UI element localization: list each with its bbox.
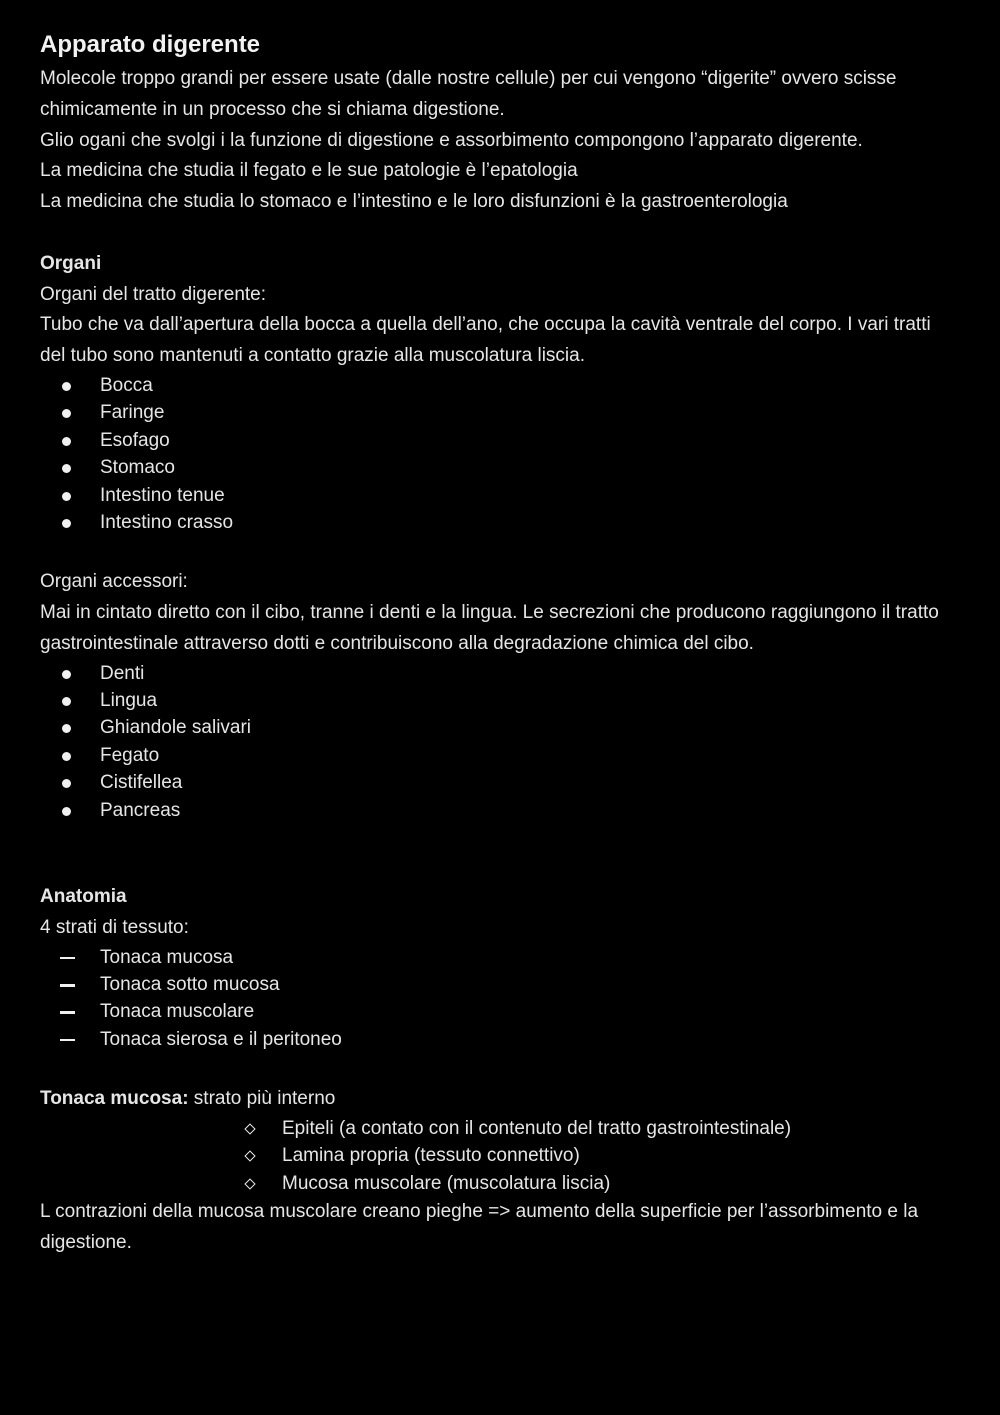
list-item-label: Stomaco bbox=[100, 457, 175, 479]
list-item-label: Cistifellea bbox=[100, 772, 183, 794]
document-page bbox=[40, 28, 940, 1259]
list-item bbox=[40, 1115, 940, 1142]
bullet-icon bbox=[62, 724, 71, 733]
bullet-icon bbox=[62, 382, 71, 391]
mucosa-closing: L contrazioni della mucosa muscolare creano pieghe => aumento della superficie per l’assorbimento e la digestione. bbox=[40, 1201, 919, 1253]
dash-icon bbox=[60, 957, 75, 960]
list-item bbox=[40, 797, 940, 824]
list-item-label: Mucosa muscolare (muscolatura liscia) bbox=[282, 1172, 611, 1194]
list-item-label: Faringe bbox=[100, 402, 165, 424]
list-item-label: Intestino crasso bbox=[100, 512, 234, 533]
list-item bbox=[40, 971, 940, 998]
list-item bbox=[40, 742, 940, 769]
bullet-icon bbox=[62, 670, 71, 679]
dash-icon bbox=[60, 1011, 75, 1014]
list-item bbox=[40, 769, 940, 796]
tratto-list bbox=[40, 372, 940, 536]
spacer bbox=[40, 536, 940, 567]
diamond-bullet-icon bbox=[244, 1123, 255, 1134]
list-item-label: Tonaca mucosa bbox=[100, 946, 234, 968]
strati-label: 4 strati di tessuto: bbox=[40, 916, 189, 938]
list-item bbox=[40, 944, 940, 971]
accessori-list bbox=[40, 660, 940, 824]
list-item-label: Pancreas bbox=[100, 799, 181, 821]
diamond-bullet-icon bbox=[244, 1151, 255, 1162]
list-item bbox=[40, 427, 940, 454]
mucosa-list bbox=[40, 1115, 940, 1197]
list-item-label: Tonaca sierosa e il peritoneo bbox=[100, 1028, 342, 1050]
spacer bbox=[40, 1053, 940, 1084]
mucosa-intro bbox=[40, 1084, 940, 1115]
list-item-label: Tonaca sotto mucosa bbox=[100, 974, 280, 996]
list-item-label: Bocca bbox=[100, 374, 153, 396]
strati-list bbox=[40, 944, 940, 1054]
list-item bbox=[40, 998, 940, 1025]
bullet-icon bbox=[62, 492, 71, 501]
list-item-label: Lamina propria (tessuto connettivo) bbox=[282, 1145, 580, 1167]
list-item-label: Epiteli (a contato con il contenuto del tratto gastrointestinale) bbox=[282, 1117, 792, 1139]
intro-paragraph-4: La medicina che studia lo stomaco e l’intestino e le loro disfunzioni è la gastroenterologia bbox=[40, 191, 788, 213]
bullet-icon bbox=[62, 464, 71, 473]
intro-paragraph-1: Molecole troppo grandi per essere usate (dalle nostre cellule) per cui vengono “digerite” ovvero scisse chimicamente in un processo che si chiama digestione. bbox=[40, 68, 897, 120]
dash-icon bbox=[60, 1039, 75, 1042]
list-item bbox=[40, 687, 940, 714]
list-item-label: Tonaca muscolare bbox=[100, 1001, 255, 1023]
diamond-bullet-icon bbox=[244, 1178, 255, 1189]
list-item bbox=[40, 399, 940, 426]
section-heading-organi: Organi bbox=[40, 252, 102, 274]
bullet-icon bbox=[62, 697, 71, 706]
list-item-label: Esofago bbox=[100, 429, 170, 451]
list-item bbox=[40, 1170, 940, 1197]
list-item-label: Intestino tenue bbox=[100, 484, 225, 506]
list-item bbox=[40, 1142, 940, 1169]
bullet-icon bbox=[62, 519, 71, 528]
list-item-label: Lingua bbox=[100, 690, 158, 711]
section-heading-anatomia: Anatomia bbox=[40, 886, 127, 908]
list-item-label: Ghiandole salivari bbox=[100, 717, 252, 739]
list-item bbox=[40, 714, 940, 741]
dash-icon bbox=[60, 984, 75, 987]
bullet-icon bbox=[62, 779, 71, 788]
bullet-icon bbox=[62, 437, 71, 446]
bullet-icon bbox=[62, 807, 71, 816]
mucosa-label: Tonaca mucosa: bbox=[40, 1088, 189, 1110]
bullet-icon bbox=[62, 752, 71, 761]
document-title: Apparato digerente bbox=[40, 31, 261, 58]
list-item bbox=[40, 372, 940, 399]
list-item bbox=[40, 482, 940, 509]
tratto-label: Organi del tratto digerente: bbox=[40, 283, 267, 305]
mucosa-label-rest: strato più interno bbox=[188, 1088, 336, 1110]
intro-paragraph-3: La medicina che studia il fegato e le sue patologie è l’epatologia bbox=[40, 160, 578, 182]
list-item bbox=[40, 1026, 940, 1053]
list-item-label: Fegato bbox=[100, 744, 160, 766]
accessori-description: Mai in cintato diretto con il cibo, tranne i denti e la lingua. Le secrezioni che producono raggiungono il tratto gastrointestinale attraverso dotti e contribuiscono alla degradazione chimica del cibo. bbox=[40, 602, 939, 654]
tratto-description: Tubo che va dall’apertura della bocca a quella dell’ano, che occupa la cavità ventrale del corpo. I vari tratti del tubo sono mantenuti a contatto grazie alla muscolatura liscia. bbox=[40, 314, 931, 367]
spacer bbox=[40, 218, 940, 249]
spacer bbox=[40, 824, 940, 882]
intro-paragraph-2: Glio ogani che svolgi i la funzione di digestione e assorbimento compongono l’apparato digerente. bbox=[40, 129, 863, 151]
list-item-label: Denti bbox=[100, 662, 145, 684]
bullet-icon bbox=[62, 409, 71, 418]
accessori-label: Organi accessori: bbox=[40, 571, 188, 593]
list-item bbox=[40, 454, 940, 481]
list-item bbox=[40, 660, 940, 687]
list-item bbox=[40, 509, 940, 536]
